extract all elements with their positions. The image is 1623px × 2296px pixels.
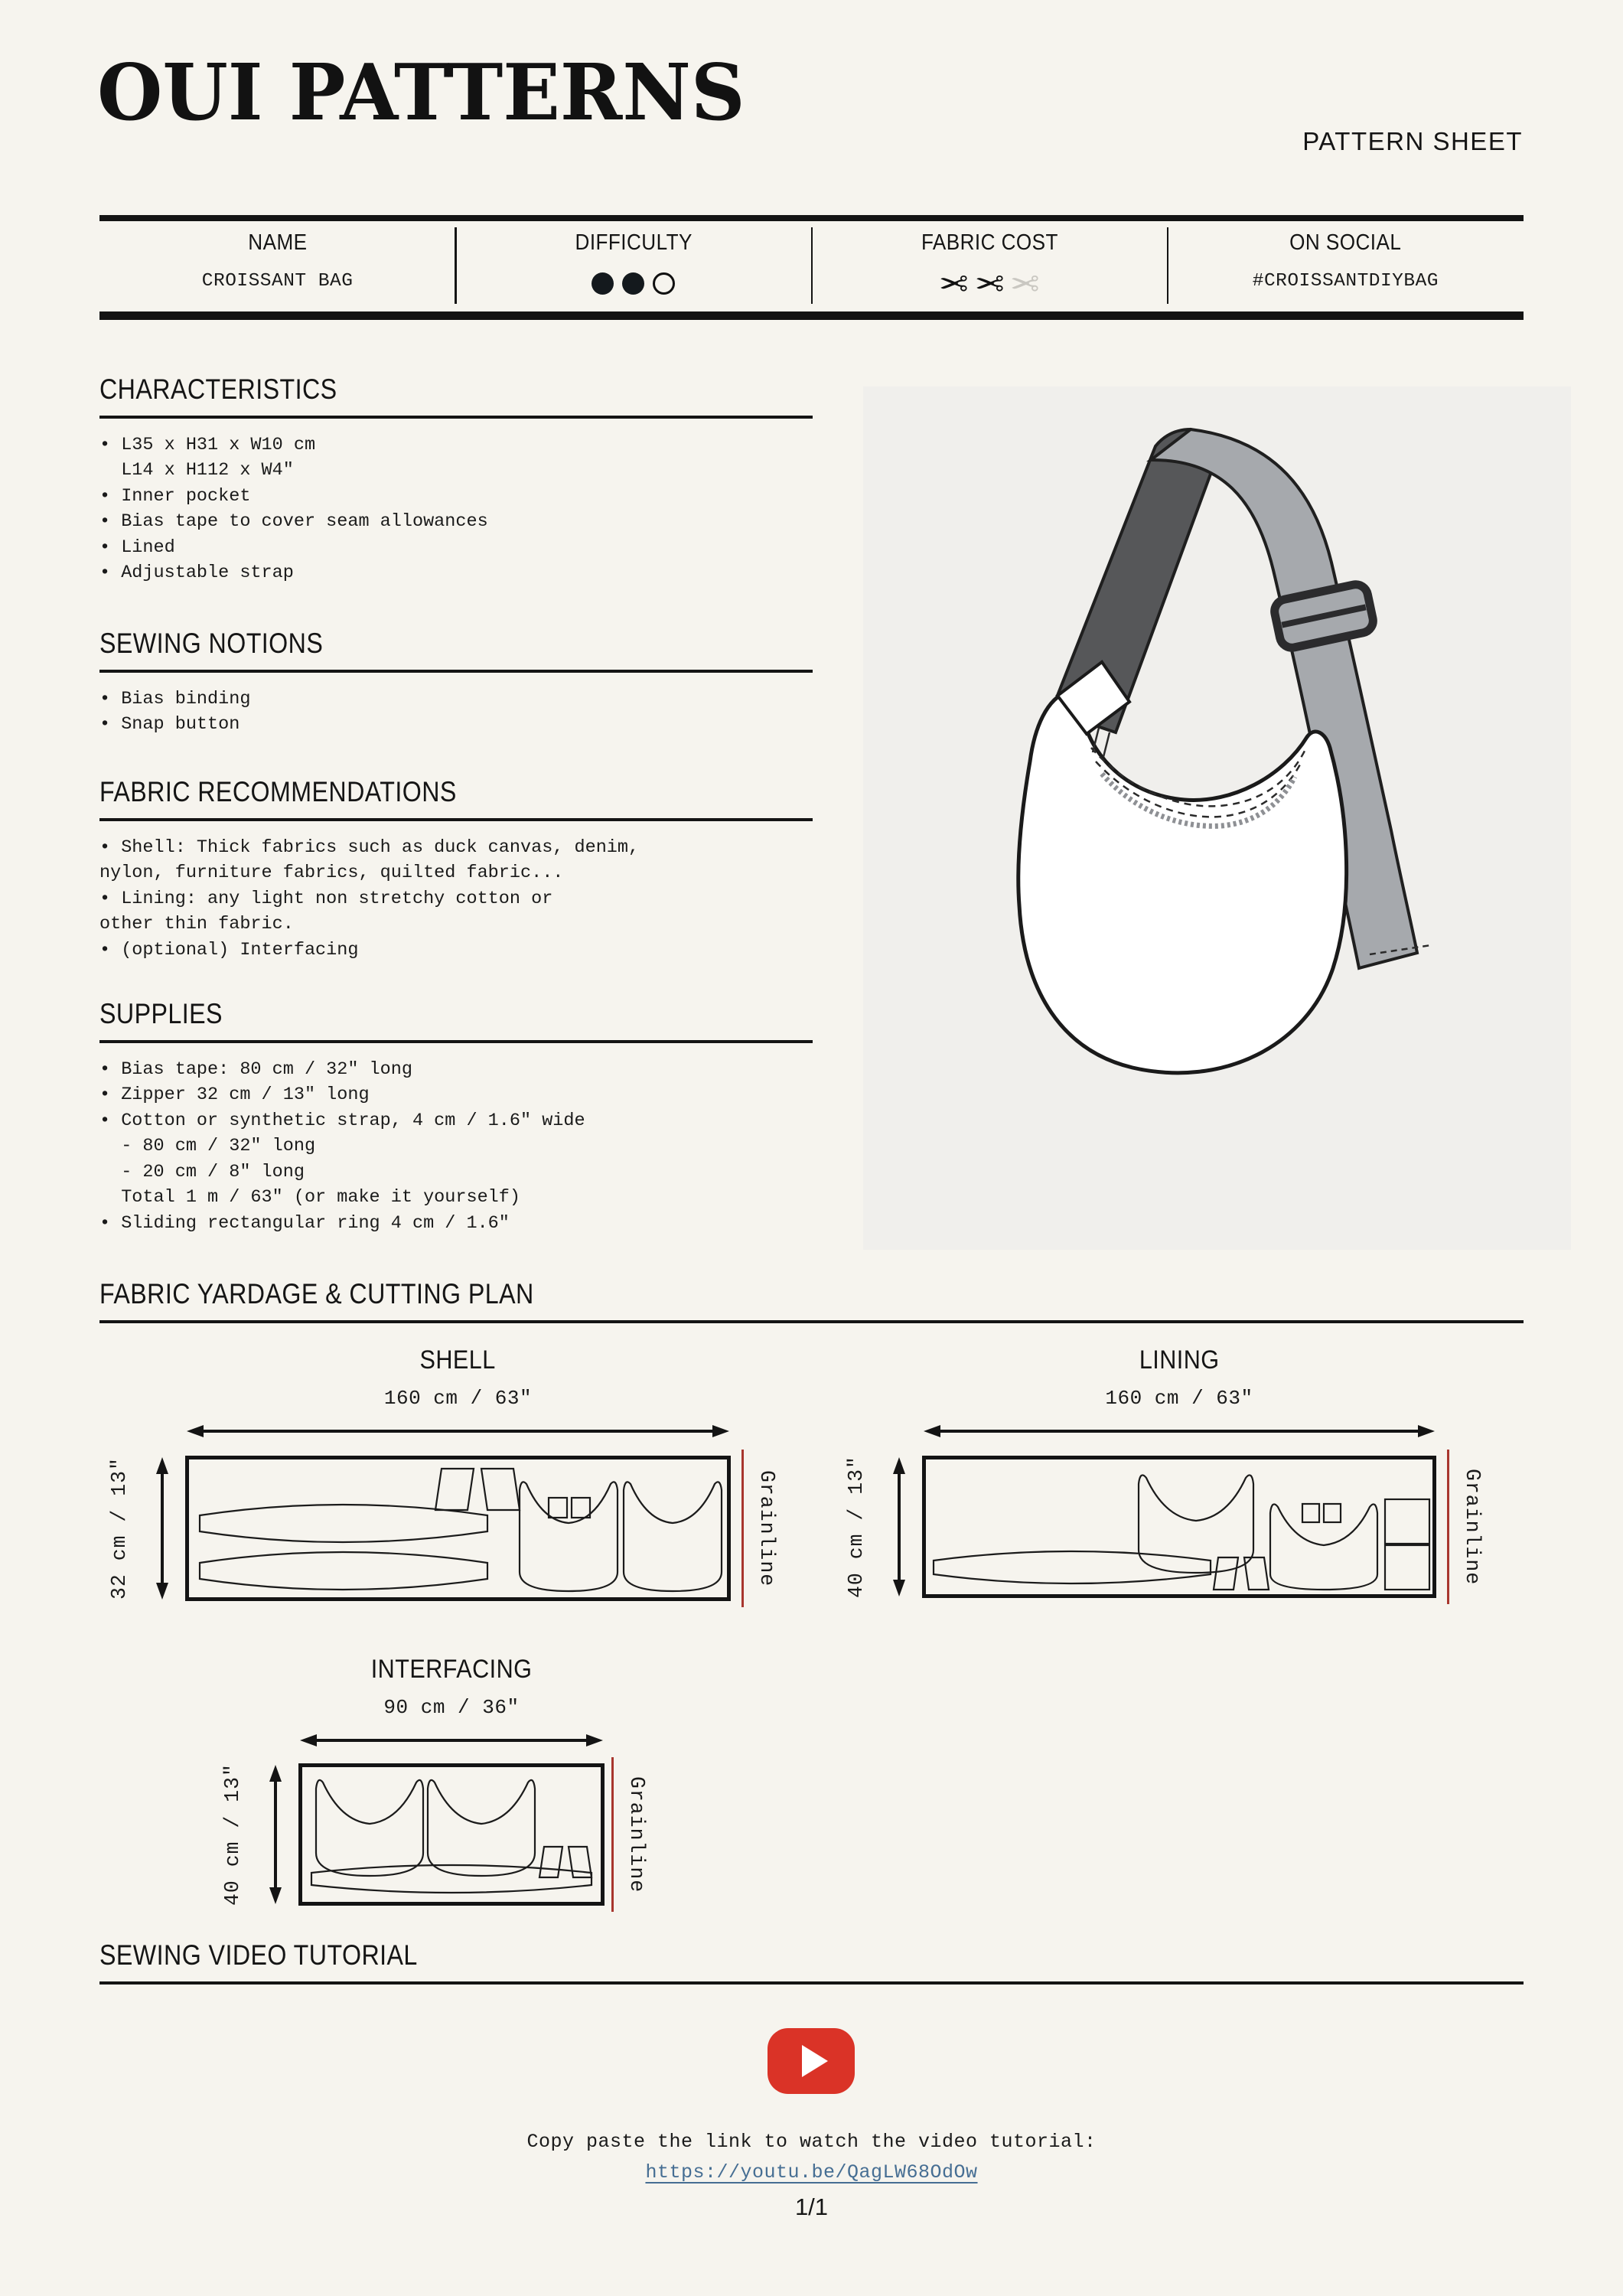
bag-illustration-panel [863,386,1571,1250]
info-label-social: ON SOCIAL [1289,230,1402,255]
list-line: - 80 cm / 32" long [99,1136,316,1157]
list-line: • (optional) Interfacing [99,939,359,960]
sheet-title: PATTERN SHEET [1302,127,1523,155]
interfacing-height-label: 40 cm / 13" [221,1763,244,1906]
diagram-title-interfacing: INTERFACING [370,1655,533,1684]
section-title-sewing-notions: SEWING NOTIONS [99,628,324,659]
list-line: • Bias tape: 80 cm / 32" long [99,1058,412,1080]
scissors-icon: ✂ [1010,263,1040,305]
info-label-fabric-cost: FABRIC COST [921,230,1058,255]
section-cutting-plan-heading [99,1280,1524,1323]
list-line: other thin fabric. [99,914,294,935]
list-line: • Shell: Thick fabrics such as duck canvas, denim, [99,837,640,858]
list-line: • Snap button [99,714,240,735]
list-line: • Bias binding [99,688,251,709]
section-fabric-recommendations [99,778,813,963]
interfacing-grainline-label: Grainline [625,1776,648,1893]
lining-fabric-rect [922,1456,1436,1598]
fabric-recommendations-list [99,835,813,964]
lining-grainline-label: Grainline [1461,1468,1484,1586]
difficulty-dot [653,272,675,295]
interfacing-grainline-mark [611,1757,614,1912]
list-line: • Cotton or synthetic strap, 4 cm / 1.6" wide [99,1110,585,1131]
info-value-name: CROISSANT BAG [201,271,354,292]
lining-grainline-mark [1447,1450,1449,1604]
supplies-list [99,1057,813,1237]
video-instruction: Copy paste the link to watch the video tutorial: [526,2131,1097,2153]
divider [99,215,1524,221]
info-col-difficulty [455,221,811,311]
section-title-characteristics: CHARACTERISTICS [99,373,337,405]
diagram-title-lining: LINING [1139,1345,1220,1375]
interfacing-pattern-pieces [302,1767,601,1902]
cutting-plan-title: FABRIC YARDAGE & CUTTING PLAN [99,1278,534,1309]
list-line: • Zipper 32 cm / 13" long [99,1084,370,1106]
characteristics-list [99,432,813,586]
lining-width-arrow [922,1422,1436,1440]
video-title: SEWING VIDEO TUTORIAL [99,1939,418,1971]
list-line: L14 x H112 x W4" [99,460,294,481]
lining-width-label: 160 cm / 63" [1105,1387,1253,1410]
section-video-heading [99,1941,1524,1985]
fabric-cost-scissors [939,263,1040,305]
interfacing-width-label: 90 cm / 36" [383,1696,520,1719]
divider [99,1981,1524,1985]
shell-fabric-rect [185,1456,731,1601]
scissors-icon: ✂ [939,263,969,305]
list-line: nylon, furniture fabrics, quilted fabric... [99,863,564,884]
shell-width-label: 160 cm / 63" [383,1387,533,1410]
shell-grainline-mark [741,1450,744,1607]
divider [99,1320,1524,1323]
difficulty-dots [592,272,675,295]
info-label-difficulty: DIFFICULTY [575,230,693,255]
video-link[interactable]: https://youtu.be/QagLW68OdOw [645,2161,978,2183]
shell-width-arrow [185,1422,731,1440]
divider [99,670,813,673]
scissors-icon: ✂ [974,263,1005,305]
list-line: - 20 cm / 8" long [99,1161,305,1182]
list-line: • Lining: any light non stretchy cotton or [99,888,553,909]
divider [99,311,1524,320]
divider [99,818,813,821]
difficulty-dot [622,272,644,295]
diagram-title-shell: SHELL [419,1345,497,1375]
info-bar [99,221,1524,311]
divider [99,416,813,419]
section-characteristics [99,375,813,586]
info-label-name: NAME [248,230,308,255]
info-col-social [1168,221,1524,311]
shell-height-arrow [153,1456,171,1601]
section-supplies [99,1000,813,1236]
list-line: • Bias tape to cover seam allowances [99,511,488,533]
brand-logo: OUI PATTERNS [97,47,745,138]
shell-grainline-label: Grainline [755,1469,778,1587]
info-value-social: #CROISSANTDIYBAG [1252,271,1439,292]
list-line: • Lined [99,536,175,558]
page-number: 1/1 [794,2193,829,2220]
lining-pattern-pieces [926,1459,1432,1594]
info-col-fabric-cost [812,221,1168,311]
info-col-name [99,221,455,311]
list-line: • L35 x H31 x W10 cm [99,434,316,455]
list-line: • Inner pocket [99,485,251,507]
youtube-button[interactable] [768,2028,855,2094]
interfacing-width-arrow [298,1731,605,1750]
list-line: • Adjustable strap [99,563,294,584]
section-sewing-notions [99,629,813,738]
divider [99,1040,813,1043]
interfacing-height-arrow [266,1763,285,1906]
list-line: • Sliding rectangular ring 4 cm / 1.6" [99,1212,510,1234]
bag-illustration [863,386,1571,1250]
section-title-fabric-recommendations: FABRIC RECOMMENDATIONS [99,776,457,807]
list-line: Total 1 m / 63" (or make it yourself) [99,1187,520,1208]
section-title-supplies: SUPPLIES [99,998,223,1029]
shell-height-label: 32 cm / 13" [108,1457,131,1600]
play-icon [802,2045,828,2077]
lining-height-arrow [890,1456,908,1598]
difficulty-dot [592,272,614,295]
lining-height-label: 40 cm / 13" [845,1456,868,1598]
sewing-notions-list [99,687,813,738]
interfacing-fabric-rect [298,1763,605,1906]
shell-pattern-pieces [189,1459,727,1597]
